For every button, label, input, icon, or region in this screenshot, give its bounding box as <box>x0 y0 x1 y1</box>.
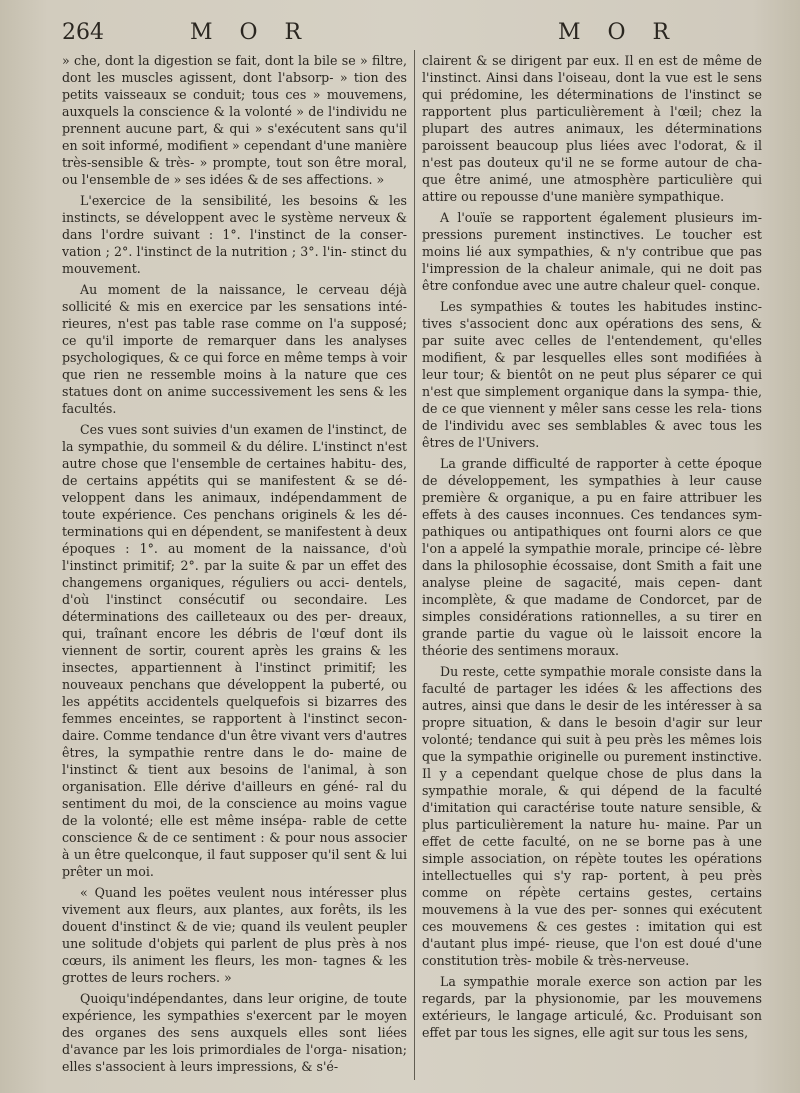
paragraph: » che, dont la digestion se fait, dont la bile se » filtre, dont les muscles agissent, dont l'absorp- » tion des petits vaisseaux se conduit; tous ces » mouvemens, auxquels la conscience & la volonté » de l'individu ne prennent aucune part, & qui » s'exécutent sans qu'il en soit informé, modifient » cependant d'une manière très-sensible & très- » prompte, tout son être moral, ou l'ensemble de » ses idées & de ses affections. » <box>62 53 407 187</box>
paragraph: Quoiqu'indépendantes, dans leur origine, de toute expérience, les sympathies s'exercent par le moyen des organes des sens auxquels elles sont liées d'avance par les lois primordiales de l'orga- nisation; elles s'associent à leurs impressions, & s'é- <box>62 991 407 1074</box>
paragraph: Du reste, cette sympathie morale consiste dans la faculté de partager les idées & les affections des autres, ainsi que dans le desir de les intéresser à sa propre situation, & dans le besoin d'agir sur leur volonté; tendance qui suit à peu près les mêmes lois que la sympathie originelle ou purement instinctive. Il y a cependant quelque chose de plus dans la sympathie morale, & qui dépend de la faculté d'imitation qui caractérise toute nature sensible, & plus particulièrement la nature hu- maine. Par un effet de cette faculté, on ne se borne pas à une simple association, on répète toutes les opérations intellectuelles qui s'y rap- portent, à peu près comme on répète certains gestes, certains mouvemens à la vue des per- sonnes qui exécutent ces mouvemens & ces gestes : imitation qui est d'autant plus impé- rieuse, que l'on est doué d'une constitution très- mobile & très-nerveuse. <box>422 664 762 968</box>
paragraph: A l'ouïe se rapportent également plusieurs im- pressions purement instinctives. Le toucher est moins lié aux sympathies, & n'y contribue que pas l'impression de la chaleur animale, qui ne doit pas être confondue avec une autre chaleur quel- conque. <box>422 210 762 293</box>
paragraph: Les sympathies & toutes les habitudes instinc- tives s'associent donc aux opérations des sens, & par suite avec celles de l'entendement, qu'elles modifient, & par lesquelles elles sont modifiées à leur tour; & bientôt on ne peut plus séparer ce qui n'est que simplement organique dans la sympa- thie, de ce que viennent y mêler sans cesse les rela- tions de l'individu avec ses semblables & avec tous les êtres de l'Univers. <box>422 299 762 450</box>
paragraph: La grande difficulté de rapporter à cette époque de développement, les sympathies à leur cause première & organique, a pu en faire attribuer les effets à des causes inconnues. Ces tendances sym- pathiques ou antipathiques ont fourni alors ce que l'on a appelé la sympathie morale, principe cé- lèbre dans la philosophie écossaise, dont Smith a fait une analyse pleine de sagacité, mais cepen- dant incomplète, & que madame de Condorcet, par de simples considérations rationnelles, a su tirer en grande partie du vague où le laissoit encore la théorie des sentimens moraux. <box>422 456 762 658</box>
left-column <box>62 52 407 1082</box>
paragraph: L'exercice de la sensibilité, les besoins & les instincts, se développent avec le système nerveux & dans l'ordre suivant : 1°. l'instinct de la conser- vation ; 2°. l'instinct de la nutrition ; 3°. l'in- stinct du mouvement. <box>62 193 407 276</box>
running-head-left: M O R <box>190 20 312 45</box>
paragraph: clairent & se dirigent par eux. Il en est de même de l'instinct. Ainsi dans l'oiseau, dont la vue est le sens qui prédomine, les déterminations de l'instinct se rapportent plus particulièrement à l'œil; chez la plupart des autres animaux, les déterminations paroissent beaucoup plus liées avec l'odorat, & il n'est pas douteux qu'il ne se forme autour de cha- que être animé, une atmosphère particulière qui attire ou repousse d'une manière sympathique. <box>422 53 762 204</box>
right-column <box>422 52 762 1082</box>
paragraph: Au moment de la naissance, le cerveau déjà sollicité & mis en exercice par les sensations inté- rieures, n'est pas table rase comme on l'a supposé; ce qu'il importe de remarquer dans les analyses psychologiques, & ce qui force en même temps à voir que rien ne ressemble moins à la nature que ces statues dont on anime successivement les sens & les facultés. <box>62 282 407 416</box>
page-number: 264 <box>62 20 104 45</box>
paragraph: Ces vues sont suivies d'un examen de l'instinct, de la sympathie, du sommeil & du délire. L'instinct n'est autre chose que l'ensemble de certaines habitu- des, de certains appétits qui se manifestent & se dé- veloppent dans les animaux, indépendamment de toute expérience. Ces penchans originels & les dé- terminations qui en dépendent, se manifestent à deux époques : 1°. au moment de la naissance, d'où l'instinct primitif; 2°. par la suite & par un effet des changemens organiques, réguliers ou acci- dentels, d'où l'instinct consécutif ou secondaire. Les déterminations des cailleteaux ou des per- dreaux, qui, traînant encore les débris de l'œuf dont ils viennent de sortir, courent après les grains & les insectes, appartiennent à l'instinct primitif; les nouveaux penchans que développent la puberté, ou les appétits accidentels quelquefois si bizarres des femmes enceintes, se rapportent à l'instinct secon- daire. Comme tendance d'un être vivant vers d'autres êtres, la sympathie rentre dans le do- maine de l'instinct & tient aux besoins de l'animal, à son organisation. Elle dérive d'ailleurs en géné- ral du sentiment du moi, de la conscience au moins vague de la volonté; elle est même insépa- rable de cette conscience & de ce sentiment : & pour nous associer à un être quelconque, il faut supposer qu'il sent & lui prêter un moi. <box>62 422 407 879</box>
running-head-right: M O R <box>558 20 680 45</box>
page-header <box>0 12 800 48</box>
paragraph: « Quand les poëtes veulent nous intéresser plus vivement aux fleurs, aux plantes, aux forêts, ils les douent d'instinct & de vie; quand ils veulent peupler une solitude d'objets qui parlent de plus près à nos cœurs, ils animent les fleurs, les mon- tagnes & les grottes de leurs rochers. » <box>62 885 407 985</box>
column-divider <box>414 50 415 1080</box>
paragraph: La sympathie morale exerce son action par les regards, par la physionomie, par les mouvemens extérieurs, le langage articulé, &c. Produisant son effet par tous les signes, elle agit sur tous les sens, <box>422 974 762 1040</box>
